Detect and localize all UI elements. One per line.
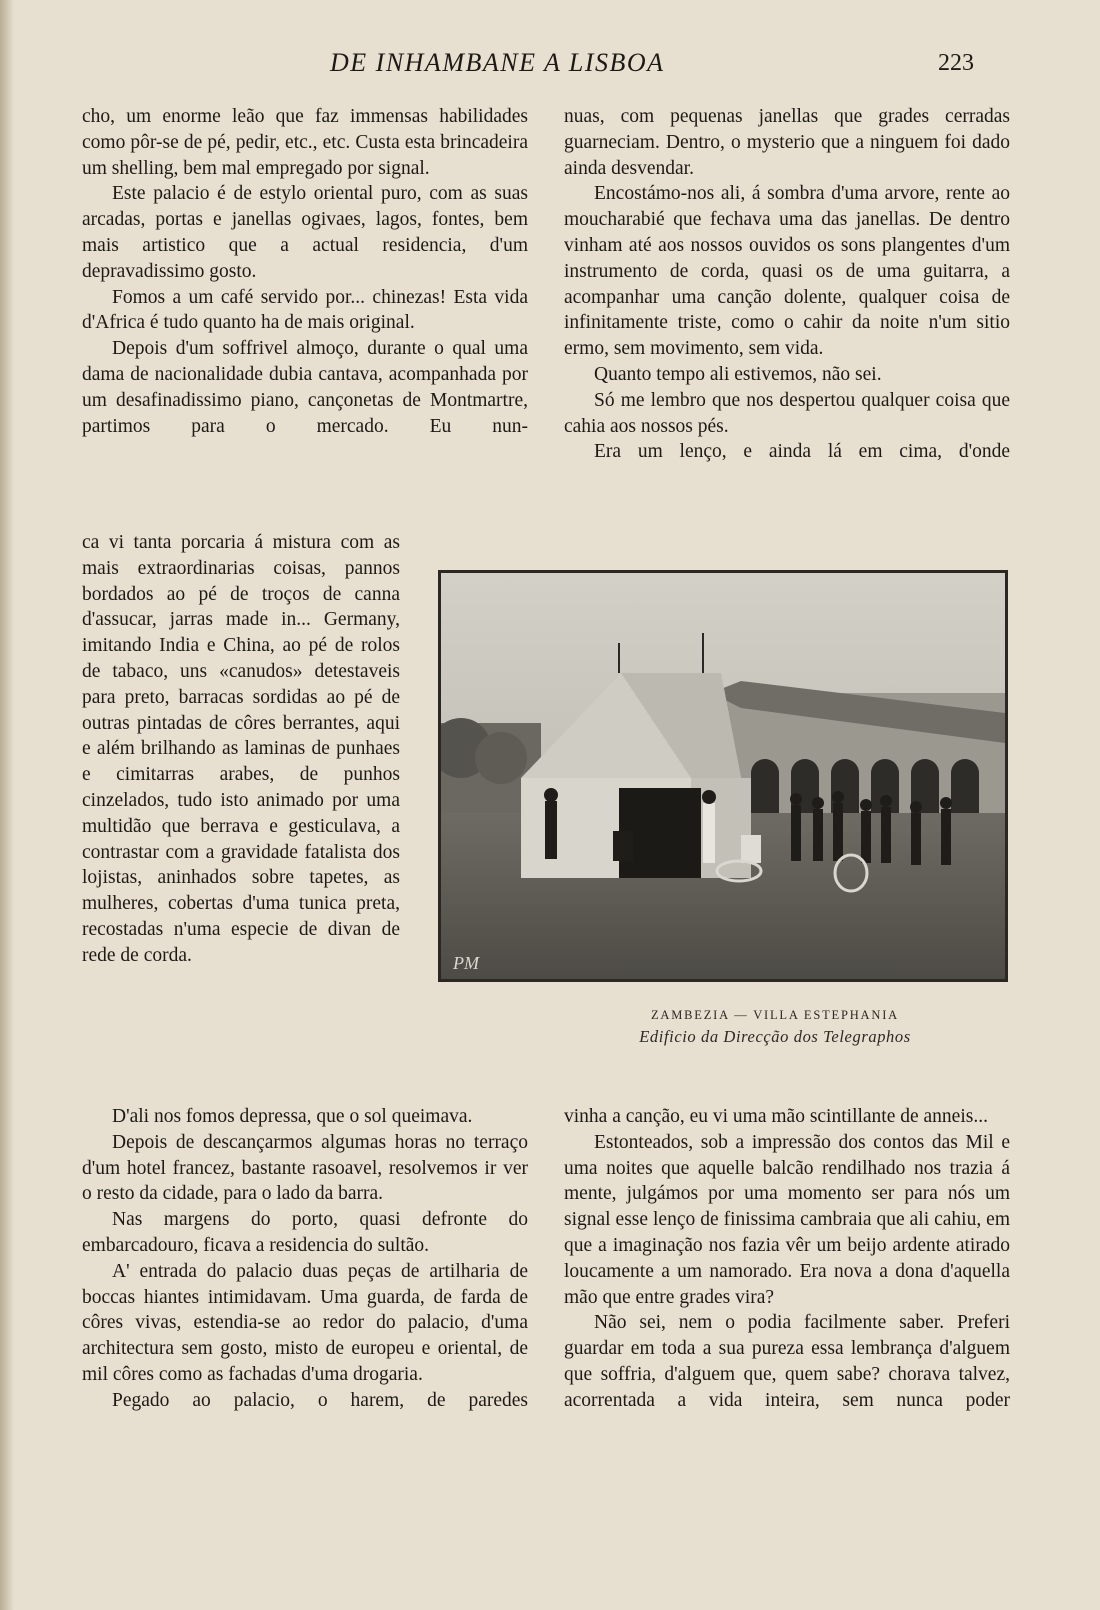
- paragraph: ca vi tanta porcaria á mistura com as mais extraordinarias coisas, pannos bordados ao pé de troços de canna d'assucar, jarras made in... Germany, imitando India e China, ao pé de rolos de tabaco, uns «canudos» detestaveis para preto, barracas sordidas ao pé de outras pintadas de côres berrantes, aqui e além brilhando as laminas de punhaes e cimitarras arabes, de punhos cinzelados, tudo isto animado por uma multidão que berrava e gesticulava, a contrastar com a gravidade fatalista dos lojistas, aninhados sobre tapetes, as mulheres, cobertas d'uma tunica preta, recostadas n'uma especie de divan de rede de corda.: [82, 532, 400, 966]
- paragraph: Este palacio é de estylo oriental puro, com as suas arcadas, portas e janellas ogivaes, lagos, fontes, bem mais artistico que a actual residencia, d'um depravadissimo gosto.: [82, 183, 528, 282]
- paragraph: Só me lembro que nos despertou qualquer coisa que cahia aos nossos pés.: [564, 389, 1010, 437]
- caption-subtitle: Edificio da Direcção dos Telegraphos: [639, 1027, 911, 1046]
- paragraph: Depois d'um soffrivel almoço, durante o qual uma dama de nacionalidade dubia cantava, acompanhada por um desafinadissimo piano, cançonetas de Montmartre, partimos para o mercado. Eu nun-: [82, 338, 528, 437]
- running-title: DE INHAMBANE A LISBOA: [330, 48, 665, 77]
- paragraph: Estonteados, sob a impressão dos contos das Mil e uma noites que aquelle balcão rendilhado nos trazia á mente, julgámos por uma momento ser para nós um signal esse lenço de finissima cambraia que ali cahiu, em que a imaginação nos fazia vêr um beijo ardente atirado loucamente a um namorado. Era nova a dona d'aquella mão que entre grades vira?: [564, 1131, 1010, 1308]
- paragraph: cho, um enorme leão que faz immensas habilidades como pôr-se de pé, pedir, etc., etc. Custa esta brincadeira um shelling, bem mal empregado por signal.: [82, 106, 528, 179]
- paragraph: A' entrada do palacio duas peças de artilharia de boccas hiantes intimidavam. Uma guarda, de farda de côres vivas, estendia-se ao redor do palacio, d'uma architectura sem gosto, misto de europeu e oriental, de mil côres como as fachadas d'uma drogaria.: [82, 1260, 528, 1385]
- paragraph: D'ali nos fomos depressa, que o sol queimava.: [112, 1106, 473, 1127]
- right-column-top: [564, 104, 1010, 465]
- photo-signature: PM: [453, 953, 479, 973]
- caption-title: ZAMBEZIA — VILLA ESTEPHANIA: [650, 1008, 899, 1022]
- paragraph: Pegado ao palacio, o harem, de paredes: [112, 1389, 528, 1411]
- paragraph: Encostámo-nos ali, á sombra d'uma arvore, rente ao moucharabié que fechava uma das janellas. De dentro vinham até aos nossos ouvidos os sons plangentes d'um instrumento de corda, quasi os de uma guitarra, a acompanhar uma canção dolente, qualquer coisa de infinitamente triste, como o cahir da noite n'um sitio ermo, sem movimento, sem vida.: [564, 183, 1010, 360]
- photo-illustration: [441, 573, 1005, 979]
- right-column-bottom: [564, 1104, 1010, 1414]
- running-head: [0, 48, 1100, 84]
- left-column-wrap: [82, 530, 400, 969]
- photograph-tent-building: [438, 570, 1008, 982]
- paragraph: Fomos a um café servido por... chinezas! Esta vida d'Africa é tudo quanto ha de mais original.: [82, 286, 528, 334]
- paragraph: Quanto tempo ali estivemos, não sei.: [594, 363, 882, 385]
- left-column-top: [82, 104, 528, 439]
- paragraph: Era um lenço, e ainda lá em cima, d'onde: [594, 441, 1010, 463]
- paragraph: nuas, com pequenas janellas que grades cerradas guarneciam. Dentro, o mysterio que a ninguem foi dado ainda desvendar.: [564, 106, 1010, 179]
- paragraph: Depois de descançarmos algumas horas no terraço d'um hotel francez, bastante rasoavel, resolvemos ir ver o resto da cidade, para o lado da barra.: [82, 1131, 528, 1205]
- paragraph: Nas margens do porto, quasi defronte do embarcadouro, ficava a residencia do sultão.: [82, 1209, 528, 1256]
- photo-caption: [540, 1008, 1010, 1047]
- page-number: 223: [938, 50, 974, 76]
- page-spine-shadow: [0, 0, 14, 1610]
- left-column-bottom: [82, 1104, 528, 1414]
- paragraph: vinha a canção, eu vi uma mão scintillante de anneis...: [564, 1106, 988, 1127]
- paragraph: Não sei, nem o podia facilmente saber. Preferi guardar em toda a sua pureza essa lembrança d'alguem que soffria, d'alguem que, quem sabe? chorava talvez, acorrentada a vida inteira, sem nunca poder: [564, 1312, 1010, 1411]
